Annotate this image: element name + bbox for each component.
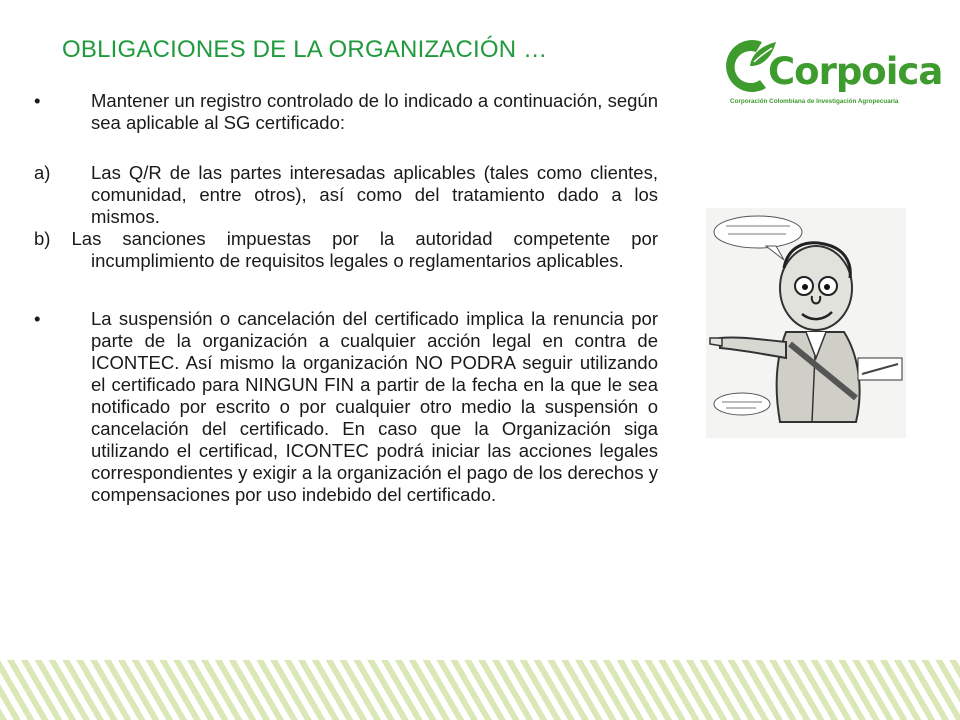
slide-title: OBLIGACIONES DE LA ORGANIZACIÓN …: [62, 36, 548, 63]
footer-stripe-band: [0, 660, 960, 720]
slide-body: [34, 90, 658, 506]
bullet-marker: •: [34, 90, 41, 111]
bullet-item-registro: [34, 90, 658, 134]
bullet-text: Mantener un registro controlado de lo indicado a continuación, según sea aplicable al SG certificado:: [91, 90, 658, 133]
logo-subtitle: Corporación Colombiana de Investigación Agropecuaria: [730, 98, 899, 105]
list-item-b: b) Las sanciones impuestas por la autoridad competente por incumplimiento de requisitos legales o reglamentarios aplicables.: [34, 228, 658, 271]
corpoica-logo: [724, 32, 943, 110]
list-text-a: Las Q/R de las partes interesadas aplicables (tales como clientes, comunidad, entre otros), así como del tratamiento dado a los mismos.: [91, 162, 658, 227]
bullet-text: La suspensión o cancelación del certificado implica la renuncia por parte de la organización a cualquier acción legal en contra de ICONTEC. Así mismo la organización NO PODRA seguir utilizando el certificado para NINGUN FIN a partir de la fecha en la que le sea notificado por escrito o por cualquier otro medio la suspensión o cancelación del certificado. En caso que la Organización siga utilizando el certificad, ICONTEC podrá iniciar las acciones legales correspondientes y exigir a la organización el pago de los derechos y compensaciones por uso indebido del certificado.: [91, 308, 658, 505]
list-item-a: [34, 162, 658, 228]
list-marker-a: a): [34, 162, 51, 183]
logo-wordmark: Corpoica: [768, 50, 943, 93]
bullet-marker: •: [34, 308, 41, 329]
caricature-drawing: [706, 208, 906, 438]
bullet-item-suspension: [34, 308, 658, 506]
caricature-image: [706, 208, 906, 438]
